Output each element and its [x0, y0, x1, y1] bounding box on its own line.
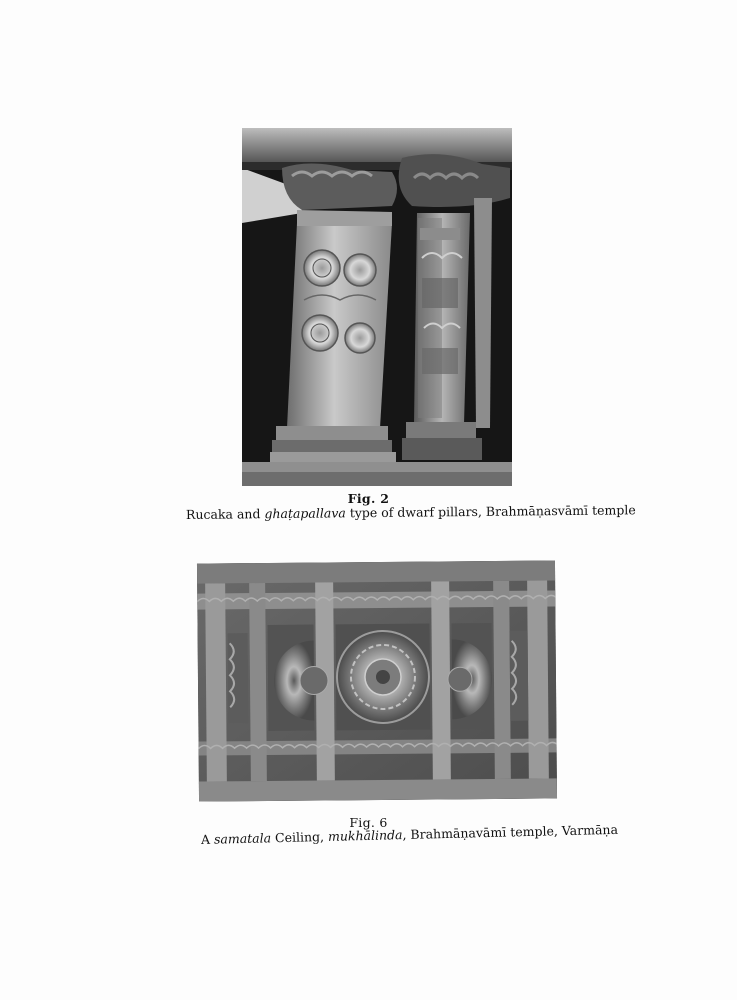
- figure-6-caption-part2: Ceiling,: [270, 828, 329, 846]
- figure-6-caption-part3: , Brahmāṇavāmī temple, Varmāṇa: [402, 821, 619, 843]
- figure-2-label: Fig. 2: [347, 491, 390, 506]
- ceiling-photograph: [197, 560, 557, 801]
- ceiling-photo-image: [197, 560, 557, 801]
- figure-2-caption: [185, 502, 636, 522]
- figure-6-label: Fig. 6: [349, 815, 388, 830]
- figure-2-caption-part1: Rucaka and: [185, 506, 265, 522]
- figure-2-caption-italic-term: ghaṭapallava: [264, 505, 346, 522]
- figure-6-caption-part1: A: [200, 831, 215, 847]
- pillars-photograph: [242, 128, 512, 486]
- pillars-photo-image: [242, 128, 512, 486]
- figure-6-caption-italic-samatala: samatala: [213, 830, 272, 847]
- figure-2-caption-part2: type of dwarf pillars, Brahmāṇasvāmī temple: [345, 502, 636, 521]
- figure-6-caption-italic-mukhalinda: mukhālinda: [327, 827, 403, 844]
